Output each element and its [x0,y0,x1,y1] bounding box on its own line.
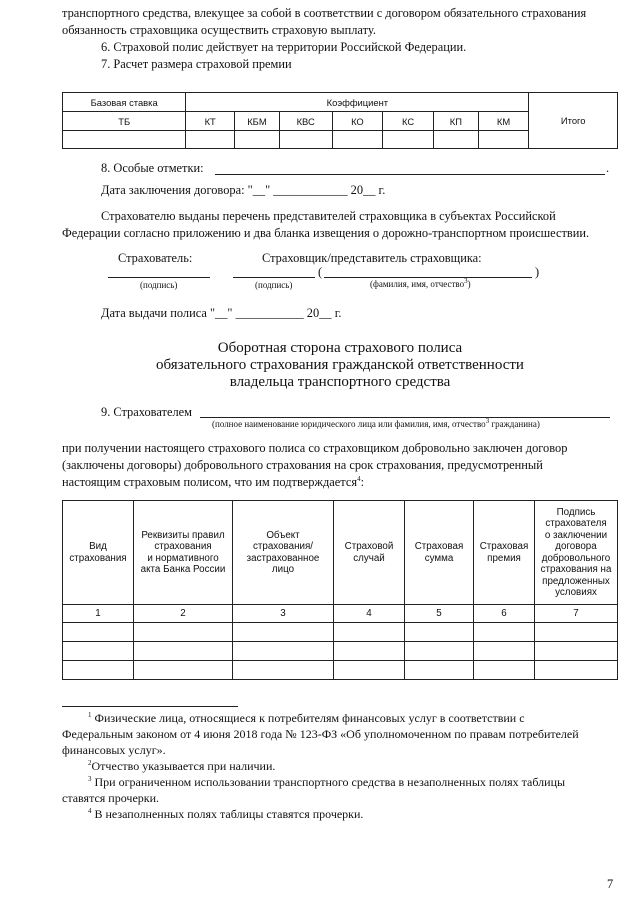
issued-text-2: Федерации согласно приложению и два бланка извещения о дорожно-транспортном происшествии. [62,226,590,240]
table-cell[interactable] [134,623,233,642]
reverse-title-3: владельца транспортного средства [229,374,451,390]
table-cell[interactable] [535,661,618,680]
column-number: 7 [535,605,618,623]
premium-cell[interactable] [186,131,235,149]
column-number: 3 [233,605,334,623]
footnote-1: $^1$ Физические лица, относящиеся к потребителям финансовых услуг в соответствии с Федеральным законом от 4 июня 2018 года № 123-ФЗ «Об уполномоченном по правам потребителей финансовых услуг». [62,711,579,757]
col-kt: КТ [186,112,235,131]
reverse-para-2: (заключены договоры) добровольного страхования на срок страхования, предусмотренный [62,458,543,472]
premium-cell[interactable] [332,131,383,149]
table-cell[interactable] [405,623,474,642]
intro-line-1: транспортного средства, влекущее за собой в соответствии с договором обязательного страхования [62,6,587,20]
table-cell[interactable] [474,642,535,661]
col-tb: ТБ [63,112,186,131]
table-cell[interactable] [63,661,134,680]
table-cell[interactable] [474,623,535,642]
table-cell[interactable] [63,623,134,642]
table-cell[interactable] [233,623,334,642]
col-kvs: КВС [279,112,332,131]
premium-table [62,92,618,149]
column-number: 1 [63,605,134,623]
table-cell[interactable] [334,623,405,642]
col-kbm: КБМ [235,112,280,131]
reverse-title-1: Оборотная сторона страхового полиса [217,340,463,356]
col-kp: КП [433,112,478,131]
table-cell[interactable] [334,661,405,680]
footnote-3: $^3$ При ограниченном использовании транспортного средства в незаполненных полях таблицы ставятся прочерки. [62,775,566,805]
premium-cell[interactable] [279,131,332,149]
premium-cell[interactable] [478,131,529,149]
table-cell[interactable] [535,623,618,642]
signature-caption-2: (подпись) [255,280,293,290]
footnote-4: $^4$ В незаполненных полях таблицы ставятся прочерки. [88,807,364,821]
insurer-signature-line[interactable] [233,277,315,278]
col-ko: КО [332,112,383,131]
table-cell[interactable] [134,642,233,661]
item-9-caption: (полное наименование юридического лица или фамилия, имя, отчество$^3$ гражданина) [212,417,540,429]
issued-text-1: Страхователю выданы перечень представителей страховщика в субъектах Российской [101,209,556,223]
insured-signature-line[interactable] [108,277,210,278]
page-number: 7 [607,877,614,891]
column-number: 4 [334,605,405,623]
table-cell[interactable] [405,642,474,661]
open-paren: ( [318,265,323,279]
close-paren: ) [535,265,540,279]
base-rate-header: Базовая ставка [63,93,186,112]
table-cell[interactable] [233,661,334,680]
col-ks: КС [383,112,434,131]
table-row [63,661,618,680]
reverse-para-1: при получении настоящего страхового полиса со страховщиком добровольно заключен договор [62,441,568,455]
header-insured-event: Страховой случай [334,501,405,605]
table-cell[interactable] [474,661,535,680]
footnote-2: $^2$Отчество указывается при наличии. [88,759,276,773]
total-header: Итого [529,93,618,149]
item-7-text: 7. Расчет размера страховой премии [101,57,292,71]
header-insured-sum: Страховая сумма [405,501,474,605]
voluntary-insurance-table [62,500,618,680]
premium-cell[interactable] [235,131,280,149]
insured-label: Страхователь: [118,251,193,265]
item-6-text: 6. Страховой полис действует на территории Российской Федерации. [101,40,467,54]
col-km: КМ [478,112,529,131]
table-cell[interactable] [63,642,134,661]
name-caption: (фамилия, имя, отчество$^3$) [370,277,471,289]
table-cell[interactable] [405,661,474,680]
header-insurance-type: Вид страхования [63,501,134,605]
table-cell[interactable] [134,661,233,680]
issue-date: Дата выдачи полиса "__" ___________ 20__ г. [101,306,342,320]
header-insured-signature: Подпись страхователя о заключении договора добровольного страхования на предложенных условиях [535,501,618,605]
column-number: 2 [134,605,233,623]
intro-line-2: обязанность страховщика осуществить страховую выплату. [62,23,376,37]
insurer-name-line[interactable] [324,277,532,278]
footnote-separator [62,706,238,707]
table-cell[interactable] [334,642,405,661]
premium-cell[interactable] [433,131,478,149]
coefficient-header: Коэффициент [186,93,529,112]
header-insurance-object: Объект страхования/ застрахованное лицо [233,501,334,605]
table-cell[interactable] [535,642,618,661]
header-insurance-premium: Страховая премия [474,501,535,605]
contract-date: Дата заключения договора: "__" ____________ 20__ г. [101,183,386,197]
special-notes-dot: . [606,161,610,175]
table-row [63,642,618,661]
special-notes-field[interactable] [215,174,605,175]
table-cell[interactable] [233,642,334,661]
premium-cell[interactable] [383,131,434,149]
insured-name-field[interactable] [200,417,610,418]
table-row [63,623,618,642]
reverse-title-2: обязательного страхования гражданской ответственности [156,357,524,373]
insurer-label: Страховщик/представитель страховщика: [262,251,482,265]
header-rules-details: Реквизиты правил страхования и нормативного акта Банка России [134,501,233,605]
premium-cell[interactable] [63,131,186,149]
special-notes-label: 8. Особые отметки: [101,161,204,175]
item-9-label: 9. Страхователем [101,405,192,419]
reverse-para-3: настоящим страховым полисом, что им подтверждается$^4$: [62,474,365,489]
signature-caption-1: (подпись) [140,280,178,290]
column-number: 6 [474,605,535,623]
column-number: 5 [405,605,474,623]
